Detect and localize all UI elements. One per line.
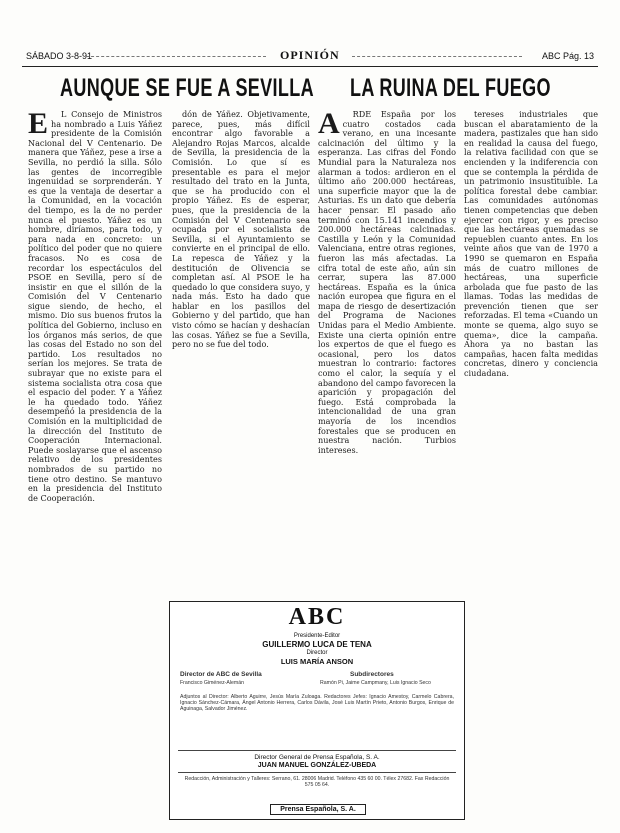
- publisher-label: Prensa Española, S. A.: [270, 804, 366, 815]
- article1-body-1: L Consejo de Ministros ha nombrado a Luis Yáñez presidente de la Comisión Nacional del V Centenario. De manera que Yáñez, pese a irse a Sevilla, no perdió la silla. Sólo las gentes de incorregible ingenuidad se sorprenderán. Y es que la ventaja de desertar a la Comunidad, en la vocación del tiempo, es la de no perder nunca el puesto. Yáñez es un hombre, diríamos, para todo, y para nada en concreto: un político del poder que no quiere fracasos. No es cosa de recordar los espectáculos del PSOE en Sevilla, pero sí de insistir en que el sillón de la Comisión del V Centenario sigue siendo, de hecho, el mismo. Dio sus buenos frutos la política del Gobierno, incluso en los órganos más serios, de que las cosas del Estado no son del partido. Los resultados no serían los mejores. Se trata de subrayar que no existe para el sistema socialista otra cosa que el espacio del poder. Y a Yáñez le ha quedado todo. Yáñez desempeñó la presidencia de la Comisión en la multiplicidad de la dirección del Instituto de Cooperación Internacional. Puede soslayarse que el ascenso relativo de los presidentes nombrados de su partido no tiene otro destino. Se mantuvo en la presidencia del Instituto de Cooperación.: [28, 110, 162, 503]
- article2-body-1: RDE España por los cuatro costados cada verano, en una incesante calcinación del último y la esperanza. Las cifras del Fondo Mundial para la Naturaleza nos alarman a todos: ardieron en el último año 200.000 hectáreas, una superficie mayor que la de Asturias. Es un dato que debería hacer pensar. El pasado año terminó con 15.141 incendios y 200.000 hectáreas calcinadas. Castilla y León y la Comunidad Valenciana, entre otras regiones, fueron las más afectadas. La cifra total de este año, aún sin cerrar, supera las 87.000 hectáreas. España es la única nación europea que figura en el mapa de riesgo de desertización del Programa de Naciones Unidas para el Medio Ambiente. Existe una cierta opinión entre los expertos de que el fuego es ocasional, pero los datos muestran lo contrario: factores como el calor, la sequía y el abandono del campo favorecen la aparición y propagación del fuego. Está comprobada la intencionalidad de una gran mayoría de los incendios forestales que se producen en nuestra nación. Turbios intereses.: [318, 110, 456, 455]
- article1-column-1: [28, 110, 162, 820]
- dropcap: E: [28, 110, 49, 140]
- article2-column-1: [318, 110, 456, 594]
- masthead-box: [169, 601, 465, 820]
- section-title: OPINIÓN: [280, 48, 340, 62]
- subdirectores-names: Ramón Pi, Jaime Campmany, Luis Ignacio Seco: [320, 680, 431, 686]
- article2-headline: LA RUINA DEL FUEGO: [350, 74, 551, 102]
- article1-headline: AUNQUE SE FUE A SEVILLA: [60, 74, 314, 102]
- article2-column-2: [464, 110, 598, 820]
- article1-body-2: dón de Yáñez. Objetivamente, parece, pues, más difícil encontrar algo favorable a Alejandro Rojas Marcos, alcalde de Sevilla, la presidencia de la Comisión. Lo que sí es presentable es para el mejor resultado del trato en la Junta, que se ha producido con el propio Yáñez. Es de esperar, pues, que la presidencia de la Comisión del V Centenario sea ocupada por el socialista de Sevilla, si el Ayuntamiento se convierte en el principal de ello. La repesca de Yáñez y la destitución de Olivencia se completan así. Al PSOE le ha quedado lo que considera suyo, y nada más. Esto ha dado que hablar en los pasillos del Gobierno y del partido, que han visto cómo se hacían y deshacían las cosas. Yáñez se fue a Sevilla, pero no se fue del todo.: [172, 110, 310, 350]
- issue-date: SÁBADO 3-8-91: [26, 51, 93, 61]
- staff-list: Adjuntos al Director: Alberto Aguirre, Jesús María Zuloaga. Redactores Jefes: Ignacio Amestoy, Carmelo Cabrera, Ignacio Sánchez-Cámara, Ángel Antonio Herrera, Carlos Dávila, José Luis Martín Prieto, Antonio Burgos, Enrique de Aguinaga, Salvador Jiménez.: [180, 694, 454, 713]
- director-name: LUIS MARÍA ANSON: [280, 657, 354, 666]
- president-title: Presidente-Editor: [293, 633, 341, 639]
- header-divider: [86, 56, 266, 57]
- newspaper-page: [22, 38, 598, 828]
- company-line: Director General de Prensa Española, S. A.: [254, 754, 380, 761]
- page-header: [22, 48, 598, 66]
- abc-logo: ABC: [288, 604, 346, 630]
- subdirectores-title: Subdirectores: [350, 671, 394, 678]
- masthead-divider: [178, 772, 456, 773]
- sevilla-director-name: Francisco Giménez-Alemán: [180, 680, 245, 686]
- page-number: ABC Pág. 13: [541, 51, 594, 61]
- header-rule: [22, 66, 598, 67]
- dropcap: A: [318, 110, 340, 140]
- sevilla-director-title: Director de ABC de Sevilla: [180, 671, 262, 678]
- company-director: JUAN MANUEL GONZÁLEZ-UBEDA: [257, 762, 377, 769]
- president-name: GUILLERMO LUCA DE TENA: [262, 640, 372, 649]
- address-block: Redacción, Administración y Talleres: Serrano, 61. 28006 Madrid. Teléfono 435 60 00. Télex 27682. Fax Redacción 575 05 64.: [184, 776, 450, 789]
- article1-column-2: [172, 110, 310, 594]
- article2-body-2: tereses industriales que buscan el abaratamiento de la madera, pastizales que han sido en realidad la causa del fuego, la relativa facilidad con que se encienden y la indiferencia con que se contempla la pérdida de un patrimonio insustituible. La política forestal debe cambiar. Las comunidades autónomas tienen competencias que deben ejercer con rigor, y es preciso que las hectáreas quemadas se repueblen cuanto antes. En los veinte años que van de 1970 a 1990 se quemaron en España más de cuatro millones de hectáreas, una superficie arbolada que fue pasto de las llamas. Todas las medidas de prevención tienen que ser reforzadas. El tema «Cuando un monte se quema, algo suyo se quema», dice la campaña. Ahora ya no bastan las campañas, hacen falta medidas concretas, dinero y conciencia ciudadana.: [464, 110, 598, 379]
- director-title: Director: [306, 650, 328, 656]
- header-divider: [352, 56, 522, 57]
- masthead-divider: [178, 750, 456, 751]
